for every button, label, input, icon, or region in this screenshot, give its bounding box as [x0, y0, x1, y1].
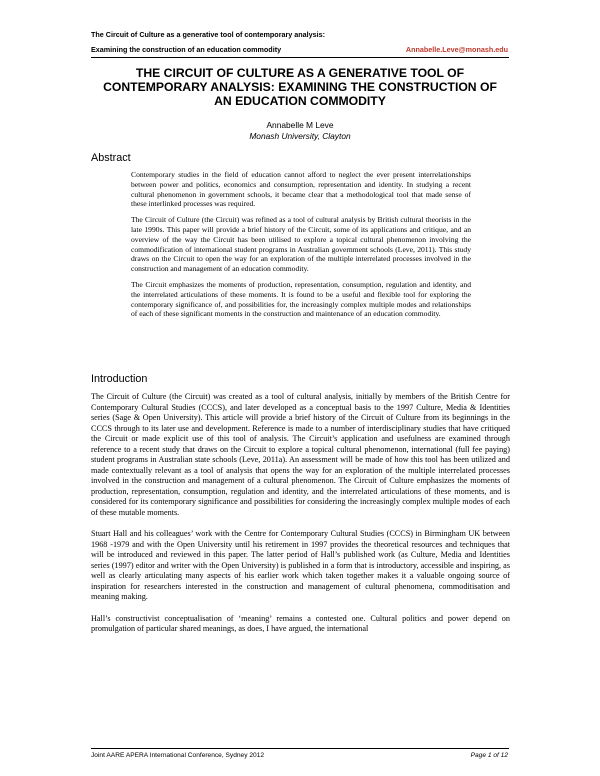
introduction-paragraph: Stuart Hall and his colleagues’ work with the Centre for Contemporary Cultural Studies (CCCS) in Birmingham UK between 1968 -1979 and with the Open University until his retirement in 1997 provides the theoretical resources and techniques that will be introduced and reviewed in this paper. The latter period of Hall’s published work (as Culture, Media and Identities series (1997) editor and writer with the Open University) is published in a form that is introductory, accessible and inspiring, as well as clearly articulating many aspects of his earlier work which taken together makes it a valuable ongoing source of inspiration for researchers interested in the construction and management of cultural phenomena, commoditisation and meaning making.	[91, 529, 510, 601]
abstract-body	[131, 170, 471, 325]
introduction-body	[91, 392, 510, 646]
running-header-line-1: The Circuit of Culture as a generative tool of contemporary analysis:	[91, 30, 326, 39]
introduction-heading: Introduction	[91, 373, 148, 385]
author-email-link[interactable]: Annabelle.Leve@monash.edu	[405, 45, 508, 54]
running-header-line-2: Examining the construction of an education commodity	[91, 45, 282, 54]
header-divider	[91, 57, 509, 58]
abstract-heading: Abstract	[91, 152, 131, 164]
footer-conference: Joint AARE APERA International Conference, Sydney 2012	[91, 752, 265, 759]
introduction-paragraph: Hall’s constructivist conceptualisation of ‘meaning’ remains a contested one. Cultural politics and power depend on promulgation of particular shared meanings, as does, I have argued, the international	[91, 613, 510, 633]
introduction-paragraph: The Circuit of Culture (the Circuit) was created as a tool of cultural analysis, initially by members of the British Centre for Contemporary Cultural Studies (CCCS), and later developed as a conceptual basis to the 1997 Culture, Media & Identities series (Sage & Open University). This article will provide a brief history of the Circuit of Culture from its beginnings in the CCCS through to its later use and development. Reference is made to a number of interdisciplinary studies that have critiqued the Circuit or made explicit use of this tool of analysis. The Circuit’s application and usefulness are examined through reference to a recent study that draws on the Circuit to explore a topical cultural phenomenon, international (full fee paying) student programs in Australian state schools (Leve, 2011a). An assessment will be made of how this tool has been utilized and made contextually relevant as a tool of analysis that opens the way for an exploration of the multiple interrelated processes involved in the construction and management of a cultural phenomenon. The Circuit of Culture emphasizes the moments of production, representation, consumption, regulation and identity, and the interrelated articulations of these moments, and is considered for its contemporary significance and possibilities for considering the increasingly complex multiple modes of each of these mutable moments.	[91, 392, 510, 517]
footer-page-number: Page 1 of 12	[470, 752, 508, 759]
author-name: Annabelle M Leve	[266, 120, 334, 130]
abstract-paragraph: The Circuit emphasizes the moments of production, representation, consumption, regulation and identity, and the interrelated articulations of these moments. It is found to be a useful and flexible tool for exploring the contemporary significance of, and possibilities for, the increasingly complex multiple modes and relationships of each of these significant moments in the construction and maintenance of an education commodity.	[131, 279, 471, 319]
abstract-paragraph: Contemporary studies in the field of education cannot afford to neglect the ever present interrelationships between power and politics, economics and consumption, representation and identity. In studying a recent cultural phenomenon in government schools, it became clear that a methodological tool that made sense of these interlinked processes was required.	[131, 170, 471, 209]
author-affiliation: Monash University, Clayton	[249, 131, 351, 141]
abstract-paragraph: The Circuit of Culture (the Circuit) was refined as a tool of cultural analysis by British cultural theorists in the late 1990s. This paper will provide a brief history of the Circuit, some of its applications and critique, and an overview of the way the Circuit has been utilised to explore a topical cultural phenomenon involving the commodification of international student programs in Australian government schools (Leve, 2011). This study draws on the Circuit to open the way for an exploration of the multiple interrelated processes involved in the construction and management of an education commodity.	[131, 215, 471, 274]
footer-divider	[91, 748, 509, 749]
paper-title: THE CIRCUIT OF CULTURE AS A GENERATIVE TOOL OF CONTEMPORARY ANALYSIS: EXAMINING THE CONSTRUCTION OF AN EDUCATION COMMODITY	[103, 66, 497, 109]
